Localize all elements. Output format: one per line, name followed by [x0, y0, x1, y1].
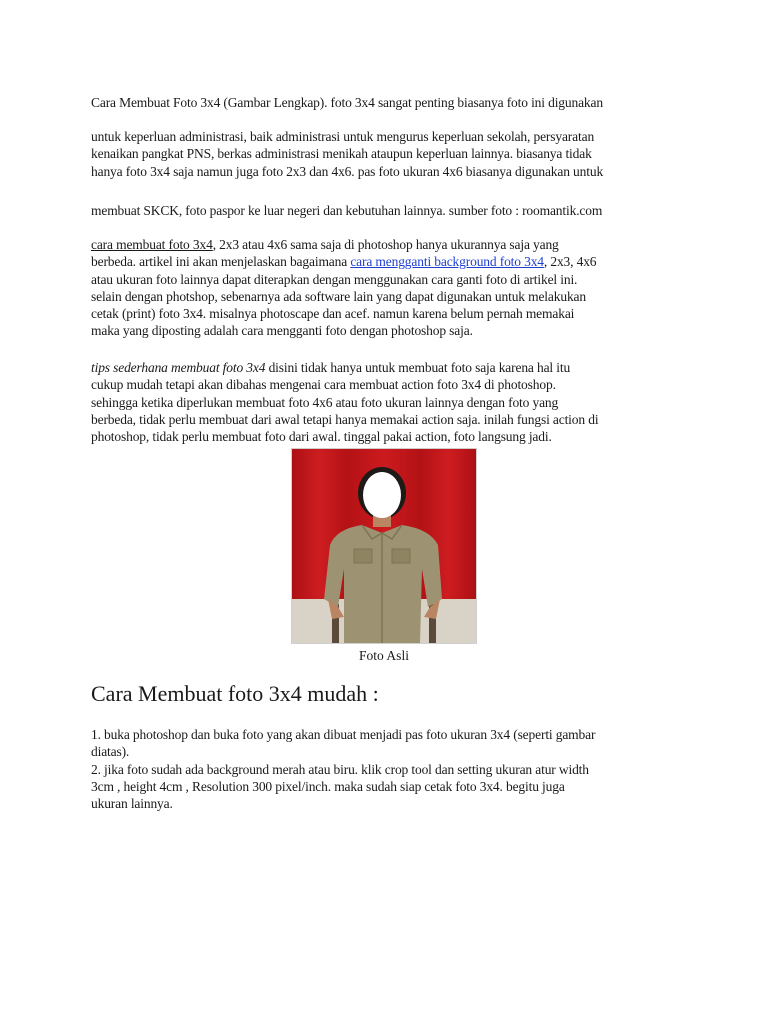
purpose-line-2: kenaikan pangkat PNS, berkas administrasi menikah ataupun keperluan lainnya. biasanya tidak [91, 146, 592, 162]
intro-paragraph [91, 94, 691, 111]
article-text-2: berbeda. artikel ini akan menjelaskan bagaimana [91, 254, 351, 270]
tips-text-5: photoshop, tidak perlu membuat foto dari awal. tinggal pakai action, foto langsung jadi. [91, 429, 552, 445]
article-text-4: atau ukuran foto lainnya dapat diterapkan dengan menggunakan cara ganti foto di artikel ini. [91, 271, 578, 287]
steps-list [91, 726, 691, 812]
tips-italic: tips sederhana membuat foto 3x4 [91, 360, 266, 375]
purpose-line-3: hanya foto 3x4 saja namun juga foto 2x3 dan 4x6. pas foto ukuran 4x6 biasanya digunakan untuk [91, 163, 604, 179]
step-2-line-3: ukuran lainnya. [91, 796, 173, 812]
article-text-5: selain dengan photshop, sebenarnya ada software lain yang dapat digunakan untuk melakukan [91, 288, 586, 304]
purpose-line-1: untuk keperluan administrasi, baik administrasi untuk mengurus keperluan sekolah, persyaratan [91, 129, 595, 144]
link-cara-membuat-foto[interactable]: cara membuat foto 3x4 [91, 237, 213, 252]
step-1-line-1: 1. buka photoshop dan buka foto yang akan dibuat menjadi pas foto ukuran 3x4 (seperti gambar [91, 727, 596, 742]
link-mengganti-background[interactable]: cara mengganti background foto 3x4 [350, 254, 544, 270]
article-text-6: cetak (print) foto 3x4. misalnya photoscape dan acef. namun karena belum pernah memakai [91, 306, 575, 322]
article-paragraph [91, 236, 691, 340]
purpose-paragraph [91, 128, 691, 180]
source-paragraph [91, 202, 691, 219]
source-text: membuat SKCK, foto paspor ke luar negeri dan kebutuhan lainnya. sumber foto : roomantik.com [91, 203, 603, 218]
intro-text: Cara Membuat Foto 3x4 (Gambar Lengkap). foto 3x4 sangat penting biasanya foto ini digunakan [91, 95, 603, 110]
tips-paragraph [91, 359, 691, 445]
tips-text-4: berbeda, tidak perlu membuat dari awal tetapi hanya memakai action saja. inilah fungsi action di [91, 411, 599, 427]
tips-text-3: sehingga ketika diperlukan membuat foto 4x6 atau foto ukuran lainnya dengan foto yang [91, 394, 559, 410]
tips-text-2: cukup mudah tetapi akan dibahas mengenai cara membuat action foto 3x4 di photoshop. [91, 377, 556, 393]
tips-text-1: disini tidak hanya untuk membuat foto saja karena hal itu [265, 360, 571, 375]
section-heading: Cara Membuat foto 3x4 mudah : [91, 681, 379, 706]
portrait-illustration [292, 449, 476, 643]
article-text-1: , 2x3 atau 4x6 sama saja di photoshop hanya ukurannya saja yang [212, 237, 559, 252]
face-blank [363, 472, 401, 518]
step-2-line-1: 2. jika foto sudah ada background merah atau biru. klik crop tool dan setting ukuran atur width [91, 761, 589, 777]
step-2-line-2: 3cm , height 4cm , Resolution 300 pixel/inch. maka sudah siap cetak foto 3x4. begitu juga [91, 778, 565, 794]
photo-caption: Foto Asli [359, 648, 409, 663]
portrait-photo [291, 448, 477, 644]
article-text-7: maka yang diposting adalah cara mengganti foto dengan photoshop saja. [91, 323, 473, 339]
article-text-3: , 2x3, 4x6 [543, 254, 597, 270]
step-1-line-2: diatas). [91, 744, 130, 760]
